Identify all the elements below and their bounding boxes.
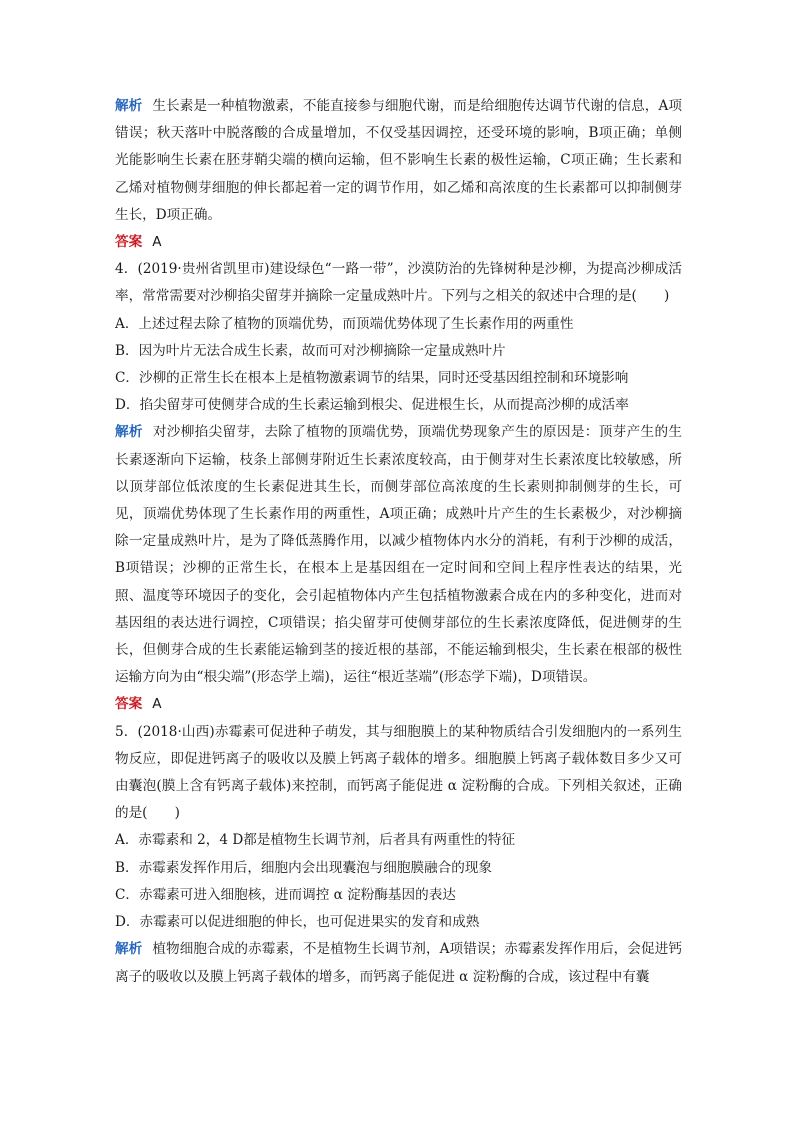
- answer-label: 答案: [115, 696, 143, 713]
- question-4-option-c: C．沙柳的正常生长在根本上是植物激素调节的结果，同时还受基因组控制和环境影响: [115, 370, 629, 387]
- question-4-option-a: A．上述过程去除了植物的顶端优势，而顶端优势体现了生长素作用的两重性: [115, 315, 574, 332]
- analysis-text: 对沙柳掐尖留芽，去除了植物的顶端优势，顶端优势现象产生的原因是：顶芽产生的生长素逐渐向下运输，枝条上部侧芽附近生长素浓度较高，由于侧芽对生长素浓度比较敏感，所以顶芽部位低浓度的生长素促进其生长，而侧芽部位高浓度的生长素则抑制侧芽的生长，可见，顶端优势体现了生长素作用的两重性，A项正确；成熟叶片产生的生长素极少，对沙柳摘除一定量成熟叶片，是为了降低蒸腾作用，以减少植物体内水分的消耗，有利于沙柳的成活，B项错误；沙柳的正常生长，在根本上是基因组在一定时间和空间上程序性表达的结果，光照、温度等环境因子的变化，会引起植物体内产生包括植物激素合成在内的多种变化，进而对基因组的表达进行调控，C项错误；掐尖留芽可使侧芽部位的生长素浓度降低，促进侧芽的生长，但侧芽合成的生长素能运输到茎的接近根的基部，不能运输到根尖，生长素在根部的极性运输方向为由“根尖端”(形态学上端)，运往“根近茎端”(形态学下端)，D项错误。: [115, 424, 683, 686]
- question-5-option-d: D．赤霉素可以促进细胞的伸长，也可促进果实的发育和成熟: [115, 914, 480, 931]
- question-4-option-d: D．掐尖留芽可使侧芽合成的生长素运输到根尖、促进根生长，从而提高沙柳的成活率: [115, 397, 629, 414]
- question-4-analysis: [115, 419, 682, 691]
- question-5-option-a: A．赤霉素和 2，4 D都是植物生长调节剂，后者具有两重性的特征: [115, 832, 516, 849]
- answer-line: [115, 691, 682, 718]
- question-5-option-b: B．赤霉素发挥作用后，细胞内会出现囊泡与细胞膜融合的现象: [115, 859, 493, 876]
- page-content: [115, 93, 682, 991]
- answer-value: A: [152, 234, 162, 251]
- analysis-label: 解析: [115, 424, 143, 441]
- analysis-label: 解析: [115, 98, 143, 114]
- answer-line: [115, 229, 682, 256]
- analysis-paragraph: [115, 93, 682, 229]
- answer-label: 答案: [115, 234, 143, 251]
- analysis-label: 解析: [115, 941, 143, 958]
- answer-value: A: [152, 696, 162, 713]
- analysis-text: 生长素是一种植物激素，不能直接参与细胞代谢，而是给细胞传达调节代谢的信息，A项错误；秋天落叶中脱落酸的合成量增加，不仅受基因调控，还受环境的影响，B项正确；单侧光能影响生长素在胚芽鞘尖端的横向运输，但不影响生长素的极性运输，C项正确；生长素和乙烯对植物侧芽细胞的伸长都起着一定的调节作用，如乙烯和高浓度的生长素都可以抑制侧芽生长，D项正确。: [115, 98, 682, 223]
- analysis-text: 植物细胞合成的赤霉素，不是植物生长调节剂，A项错误；赤霉素发挥作用后，会促进钙离子的吸收以及膜上钙离子载体的增多，而钙离子能促进 α 淀粉酶的合成，该过程中有囊: [115, 941, 682, 985]
- question-4-option-b: B．因为叶片无法合成生长素，故而可对沙柳摘除一定量成熟叶片: [115, 342, 506, 359]
- question-5-stem: 5．(2018·山西)赤霉素可促进种子萌发，其与细胞膜上的某种物质结合引发细胞内的一系列生物反应，即促进钙离子的吸收以及膜上钙离子载体的增多。细胞膜上钙离子载体数目多少又可由囊泡(膜上含有钙离子载体)来控制，而钙离子能促进 α 淀粉酶的合成。下列相关叙述，正确的是( ): [115, 723, 682, 822]
- question-5-option-c: C．赤霉素可进入细胞核，进而调控 α 淀粉酶基因的表达: [115, 886, 456, 903]
- question-5-analysis: [115, 936, 682, 990]
- question-4-stem: 4．(2019·贵州省凯里市)建设绿色“一路一带”，沙漠防治的先锋树种是沙柳，为提高沙柳成活率，常常需要对沙柳掐尖留芽并摘除一定量成熟叶片。下列与之相关的叙述中合理的是( ): [115, 261, 682, 305]
